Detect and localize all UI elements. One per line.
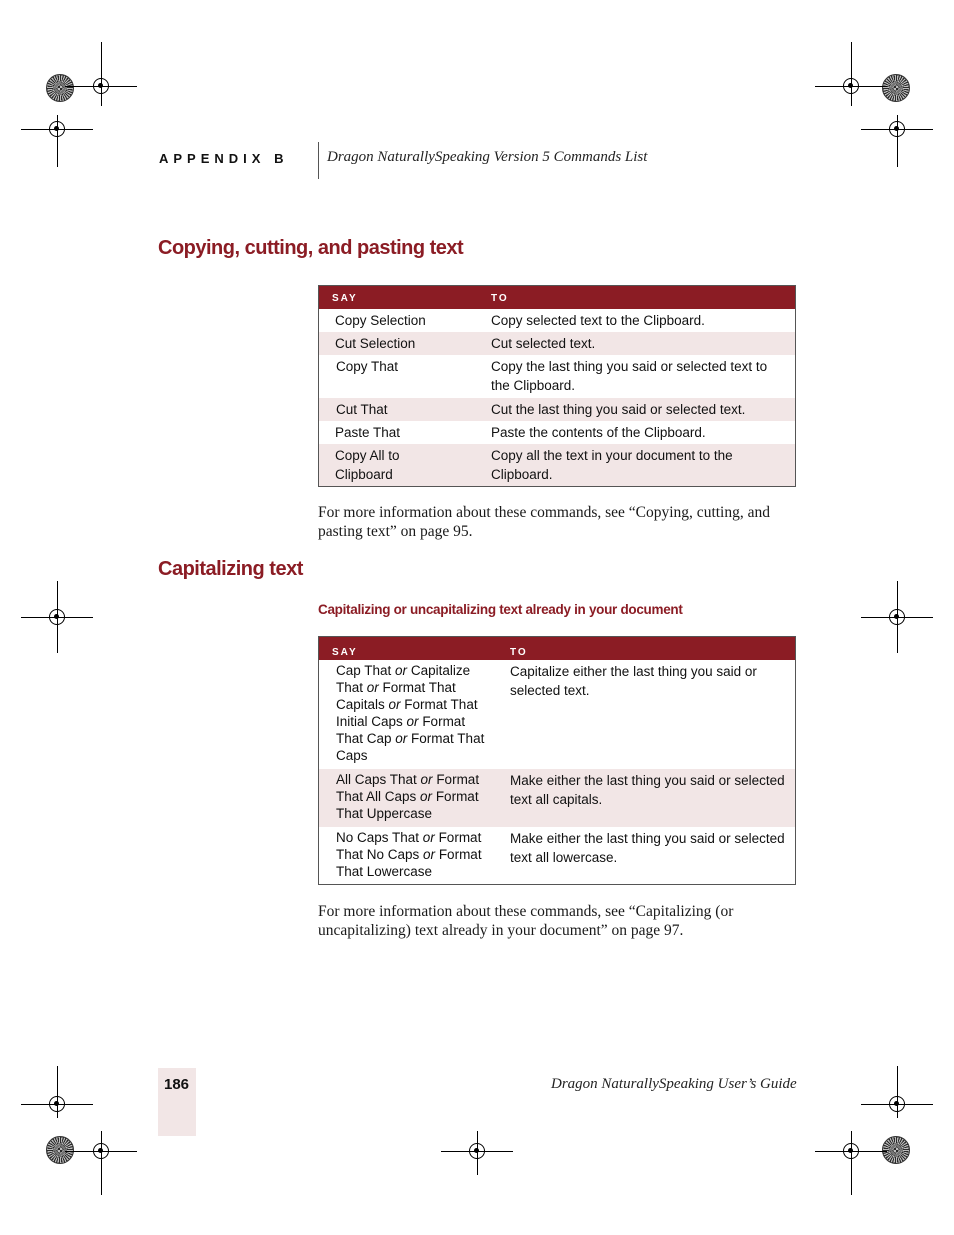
running-header-title: Dragon NaturallySpeaking Version 5 Commands List xyxy=(327,149,648,165)
registration-target-icon xyxy=(882,74,910,102)
section-heading-copying: Copying, cutting, and pasting text xyxy=(158,237,464,259)
running-footer-title: Dragon NaturallySpeaking User’s Guide xyxy=(551,1076,797,1092)
say-cell: Paste That xyxy=(335,425,401,440)
table-header xyxy=(319,286,795,309)
to-cell: Copy all the text in your document to the Clipboard. xyxy=(491,448,733,482)
capitalize-section-note: For more information about these commands, see “Capitalizing (or uncapitalizing) text already in your document” on page 97. xyxy=(318,903,734,939)
copy-section-note: For more information about these commands, see “Copying, cutting, and pasting text” on page 95. xyxy=(318,504,770,540)
capitalize-commands-table xyxy=(318,636,796,885)
registration-target-icon xyxy=(46,74,74,102)
table-row xyxy=(319,827,795,884)
table-row xyxy=(319,769,795,827)
say-cell: All Caps That or Format That All Caps or Format That Uppercase xyxy=(336,772,480,821)
table-row xyxy=(319,355,795,398)
table-row xyxy=(319,398,795,421)
say-cell: Cut That xyxy=(336,402,388,417)
registration-target-icon xyxy=(882,1136,910,1164)
say-cell: Cap That or Capitalize That or Format That Capitals or Format That Initial Caps or Format That Cap or Format That Caps xyxy=(336,663,485,763)
table-row xyxy=(319,444,795,486)
col-header-say: SAY xyxy=(332,647,358,658)
to-cell: Copy the last thing you said or selected text to the Clipboard. xyxy=(491,359,768,393)
table-row xyxy=(319,421,795,444)
to-cell: Cut selected text. xyxy=(491,336,596,351)
table-row xyxy=(319,660,795,769)
col-header-to: TO xyxy=(510,647,528,658)
to-cell: Make either the last thing you said or selected text all lowercase. xyxy=(510,831,785,865)
say-cell: Copy All to Clipboard xyxy=(335,448,400,482)
col-header-to: TO xyxy=(491,293,509,304)
appendix-label: APPENDIX B xyxy=(159,151,289,166)
table-header xyxy=(319,637,795,660)
say-cell: Copy That xyxy=(336,359,399,374)
subsection-heading: Capitalizing or uncapitalizing text already in your document xyxy=(318,602,683,617)
col-header-say: SAY xyxy=(332,293,358,304)
table-row xyxy=(319,332,795,355)
say-cell: Copy Selection xyxy=(335,313,426,328)
header-divider xyxy=(318,142,319,179)
to-cell: Make either the last thing you said or selected text all capitals. xyxy=(510,773,785,807)
to-cell: Cut the last thing you said or selected text. xyxy=(491,402,746,417)
to-cell: Capitalize either the last thing you said or selected text. xyxy=(510,664,757,698)
table-row xyxy=(319,309,795,332)
page-number: 186 xyxy=(164,1076,190,1093)
say-cell: Cut Selection xyxy=(335,336,416,351)
to-cell: Paste the contents of the Clipboard. xyxy=(491,425,706,440)
to-cell: Copy selected text to the Clipboard. xyxy=(491,313,705,328)
section-heading-capitalizing: Capitalizing text xyxy=(158,558,303,580)
say-cell: No Caps That or Format That No Caps or Format That Lowercase xyxy=(336,830,482,879)
copy-commands-table xyxy=(318,285,796,487)
registration-target-icon xyxy=(46,1136,74,1164)
